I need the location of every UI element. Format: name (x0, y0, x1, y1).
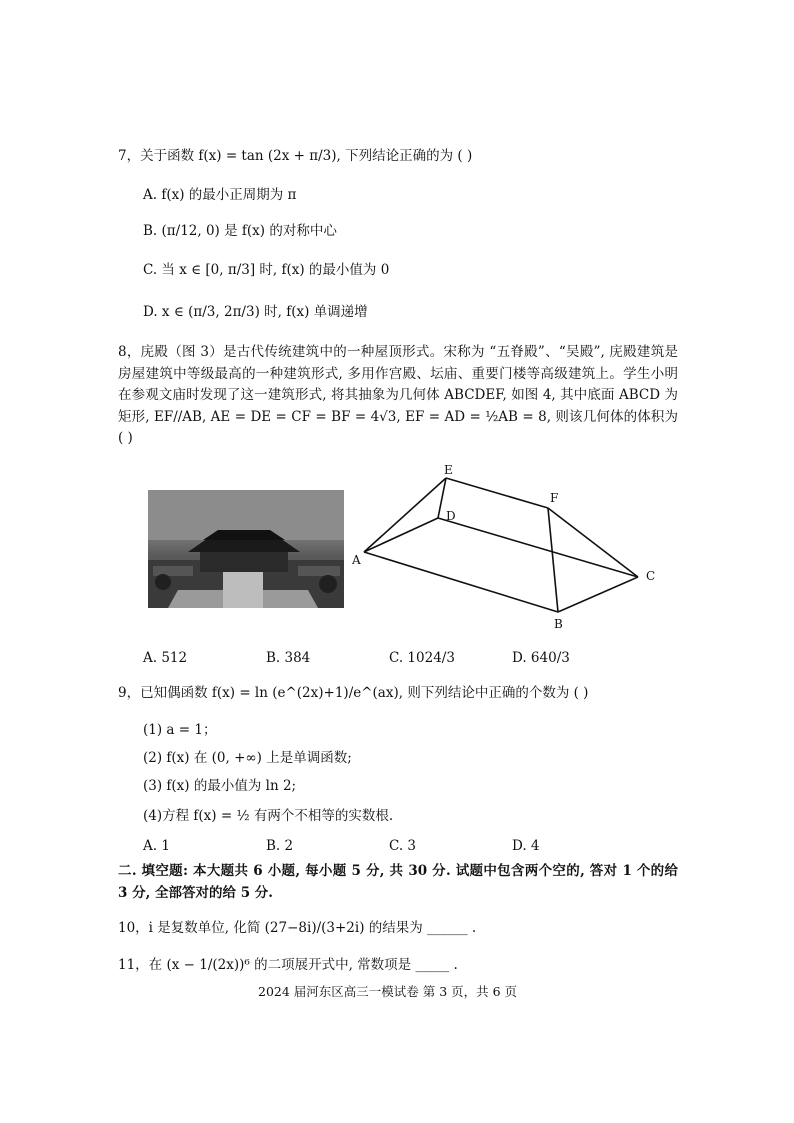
q7-option-c: C. 当 x ∈ [0, π/3] 时, f(x) 的最小值为 0 (143, 262, 390, 278)
q8-stem: 8，庑殿（图 3）是古代传统建筑中的一种屋顶形式。宋称为 “五脊殿”、“吴殿”, 庑殿建筑是房屋建筑中等级最高的一种建筑形式, 多用作宫殿、坛庙、重要门楼等高级建筑上。学生小明在参观文庙时发现了这一建筑形式, 将其抽象为几何体 ABCDEF, 如图 4, 其中底面 ABCD 为矩形, EF//AB, AE = DE = CF = BF = 4√3, EF = AD = ½AB = 8, 则该几何体的体积为 ( ) (118, 344, 678, 446)
q11-stem: 11，在 (x − 1/(2x))⁶ 的二项展开式中, 常数项是 _____ . (118, 957, 458, 973)
label-f: F (550, 491, 559, 505)
label-b: B (554, 617, 563, 631)
palace-photo-illustration (148, 490, 344, 608)
q8-option-d: D. 640/3 (512, 650, 570, 666)
q9-item-4: (4)方程 f(x) = ½ 有两个不相等的实数根. (143, 808, 394, 824)
q9-option-d: D. 4 (512, 838, 540, 854)
q9-item-1: (1) a = 1； (143, 722, 217, 738)
q8-option-b: B. 384 (266, 650, 311, 666)
section-2-heading: 二. 填空题: 本大题共 6 小题, 每小题 5 分, 共 30 分. 试题中包含两个空的, 答对 1 个的给 3 分, 全部答对的给 5 分. (118, 863, 678, 901)
label-a: A (352, 553, 361, 567)
q7-option-d: D. x ∈ (π/3, 2π/3) 时, f(x) 单调递增 (143, 304, 368, 320)
page-footer: 2024 届河东区高三一模试卷 第 3 页，共 6 页 (258, 984, 518, 999)
q9-option-b: B. 2 (266, 838, 294, 854)
q9-item-3: (3) f(x) 的最小值为 ln 2; (143, 778, 297, 794)
label-c: C (646, 569, 656, 583)
label-d: D (446, 509, 456, 523)
q8-option-a: A. 512 (143, 650, 188, 666)
geometry-figure (350, 462, 670, 666)
q8-option-c: C. 1024/3 (389, 650, 455, 666)
q9-option-a: A. 1 (143, 838, 170, 854)
q9-option-c: C. 3 (389, 838, 417, 854)
q7-stem: 7，关于函数 f(x) = tan (2x + π/3), 下列结论正确的为 ( ) (118, 148, 473, 164)
palace-photo (148, 490, 344, 608)
polyhedron-diagram (350, 462, 670, 662)
q10-stem: 10，i 是复数单位, 化简 (27−8i)/(3+2i) 的结果为 ______ . (118, 920, 477, 936)
q7-option-a: A. f(x) 的最小正周期为 π (143, 187, 297, 203)
q9-stem: 9，已知偶函数 f(x) = ln (e^(2x)+1)/e^(ax), 则下列结论中正确的个数为 ( ) (118, 685, 589, 701)
q7-option-b: B. (π/12, 0) 是 f(x) 的对称中心 (143, 223, 337, 239)
q9-item-2: (2) f(x) 在 (0, +∞) 上是单调函数; (143, 750, 352, 766)
label-e: E (444, 463, 453, 477)
